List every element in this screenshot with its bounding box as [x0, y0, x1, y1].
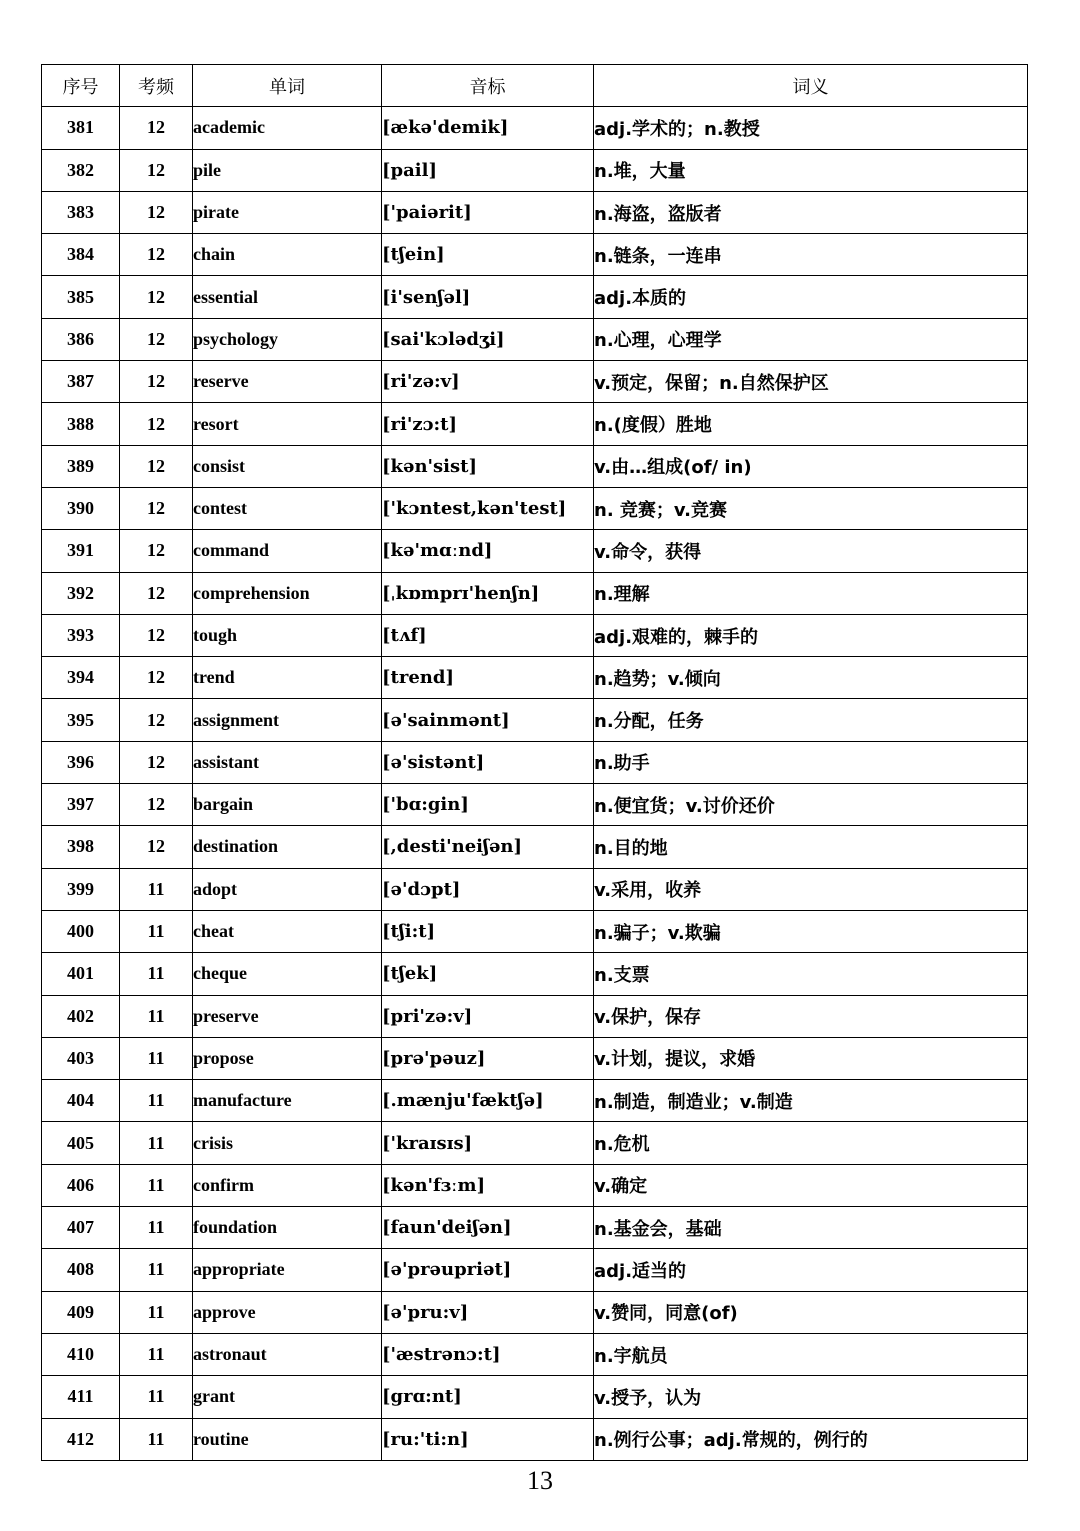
cell-definition: v.采用，收养 [594, 868, 1028, 910]
table-row [42, 953, 1028, 995]
header-row [42, 65, 1028, 107]
cell-index: 392 [42, 572, 120, 614]
cell-index: 398 [42, 826, 120, 868]
table-header [42, 65, 1028, 107]
cell-index: 391 [42, 530, 120, 572]
cell-frequency: 11 [120, 1376, 193, 1418]
cell-index: 409 [42, 1291, 120, 1333]
cell-word: appropriate [193, 1249, 382, 1291]
cell-frequency: 11 [120, 1122, 193, 1164]
cell-index: 397 [42, 784, 120, 826]
cell-index: 403 [42, 1037, 120, 1079]
cell-phonetic: [i'senʃəl] [382, 276, 594, 318]
cell-phonetic: [ə'prəupriət] [382, 1249, 594, 1291]
cell-phonetic: [,desti'neiʃən] [382, 826, 594, 868]
cell-phonetic: [ækə'demik] [382, 107, 594, 149]
cell-word: astronaut [193, 1333, 382, 1375]
cell-index: 389 [42, 445, 120, 487]
cell-index: 406 [42, 1164, 120, 1206]
cell-phonetic: [ˌkɒmprɪ'henʃn] [382, 572, 594, 614]
cell-word: command [193, 530, 382, 572]
cell-frequency: 12 [120, 614, 193, 656]
cell-definition: adj.学术的；n.教授 [594, 107, 1028, 149]
cell-index: 405 [42, 1122, 120, 1164]
cell-phonetic: [pri'zə:v] [382, 995, 594, 1037]
cell-phonetic: [tʃi:t] [382, 910, 594, 952]
cell-definition: n.海盗，盗版者 [594, 191, 1028, 233]
cell-frequency: 11 [120, 1418, 193, 1460]
cell-index: 410 [42, 1333, 120, 1375]
table-row [42, 572, 1028, 614]
cell-word: academic [193, 107, 382, 149]
cell-index: 383 [42, 191, 120, 233]
cell-frequency: 11 [120, 1080, 193, 1122]
cell-phonetic: [ri'zɔ:t] [382, 403, 594, 445]
cell-definition: v.由…组成(of/ in) [594, 445, 1028, 487]
table-row [42, 614, 1028, 656]
cell-word: contest [193, 487, 382, 529]
cell-definition: n.宇航员 [594, 1333, 1028, 1375]
header-index: 序号 [42, 65, 120, 107]
cell-word: approve [193, 1291, 382, 1333]
table-row [42, 1291, 1028, 1333]
cell-definition: n.支票 [594, 953, 1028, 995]
cell-word: manufacture [193, 1080, 382, 1122]
cell-index: 404 [42, 1080, 120, 1122]
table-row [42, 445, 1028, 487]
cell-word: assistant [193, 741, 382, 783]
cell-definition: n.骗子；v.欺骗 [594, 910, 1028, 952]
cell-phonetic: [sai'kɔlədʒi] [382, 318, 594, 360]
cell-definition: v.授予，认为 [594, 1376, 1028, 1418]
cell-frequency: 11 [120, 910, 193, 952]
cell-word: consist [193, 445, 382, 487]
cell-frequency: 11 [120, 995, 193, 1037]
cell-index: 387 [42, 361, 120, 403]
cell-frequency: 12 [120, 234, 193, 276]
cell-phonetic: [ri'zə:v] [382, 361, 594, 403]
table-row [42, 107, 1028, 149]
cell-index: 401 [42, 953, 120, 995]
table-row [42, 741, 1028, 783]
cell-definition: n.例行公事；adj.常规的，例行的 [594, 1418, 1028, 1460]
page-number: 13 [527, 1466, 553, 1495]
table-row [42, 784, 1028, 826]
vocabulary-table [41, 64, 1028, 1461]
cell-phonetic: [prə'pəuz] [382, 1037, 594, 1079]
cell-word: propose [193, 1037, 382, 1079]
cell-index: 400 [42, 910, 120, 952]
cell-word: destination [193, 826, 382, 868]
cell-word: comprehension [193, 572, 382, 614]
cell-frequency: 11 [120, 1164, 193, 1206]
cell-definition: n.基金会，基础 [594, 1207, 1028, 1249]
table-row [42, 191, 1028, 233]
header-frequency: 考频 [120, 65, 193, 107]
cell-phonetic: [pail] [382, 149, 594, 191]
cell-word: assignment [193, 699, 382, 741]
cell-index: 408 [42, 1249, 120, 1291]
table-row [42, 657, 1028, 699]
cell-frequency: 12 [120, 361, 193, 403]
cell-frequency: 11 [120, 1037, 193, 1079]
cell-frequency: 11 [120, 1249, 193, 1291]
cell-definition: n.助手 [594, 741, 1028, 783]
cell-index: 395 [42, 699, 120, 741]
cell-frequency: 12 [120, 657, 193, 699]
table-row [42, 1207, 1028, 1249]
cell-word: resort [193, 403, 382, 445]
table-row [42, 318, 1028, 360]
table-row [42, 699, 1028, 741]
cell-definition: n.危机 [594, 1122, 1028, 1164]
cell-definition: v.确定 [594, 1164, 1028, 1206]
cell-phonetic: [faun'deiʃən] [382, 1207, 594, 1249]
cell-frequency: 12 [120, 403, 193, 445]
cell-phonetic: [ə'sainmənt] [382, 699, 594, 741]
cell-frequency: 12 [120, 784, 193, 826]
cell-word: adopt [193, 868, 382, 910]
cell-definition: n.目的地 [594, 826, 1028, 868]
cell-phonetic: ['kraɪsɪs] [382, 1122, 594, 1164]
cell-index: 386 [42, 318, 120, 360]
cell-definition: n.心理，心理学 [594, 318, 1028, 360]
cell-word: foundation [193, 1207, 382, 1249]
cell-phonetic: ['bɑ:gin] [382, 784, 594, 826]
cell-phonetic: [.mænju'fæktʃə] [382, 1080, 594, 1122]
table-row [42, 1249, 1028, 1291]
table-row [42, 1037, 1028, 1079]
cell-index: 411 [42, 1376, 120, 1418]
table-row [42, 1122, 1028, 1164]
table-row [42, 234, 1028, 276]
header-definition: 词义 [594, 65, 1028, 107]
cell-phonetic: ['kɔntest,kən'test] [382, 487, 594, 529]
table-row [42, 530, 1028, 572]
cell-index: 407 [42, 1207, 120, 1249]
cell-definition: v.计划，提议，求婚 [594, 1037, 1028, 1079]
cell-word: essential [193, 276, 382, 318]
cell-definition: n.分配，任务 [594, 699, 1028, 741]
cell-phonetic: [grɑ:nt] [382, 1376, 594, 1418]
cell-phonetic: [kən'fɜːm] [382, 1164, 594, 1206]
header-phonetic: 音标 [382, 65, 594, 107]
table-row [42, 995, 1028, 1037]
cell-index: 381 [42, 107, 120, 149]
cell-frequency: 12 [120, 318, 193, 360]
header-word: 单词 [193, 65, 382, 107]
cell-word: trend [193, 657, 382, 699]
cell-phonetic: [tʌf] [382, 614, 594, 656]
cell-phonetic: [ə'dɔpt] [382, 868, 594, 910]
cell-definition: n.便宜货；v.讨价还价 [594, 784, 1028, 826]
table-row [42, 868, 1028, 910]
cell-frequency: 12 [120, 741, 193, 783]
cell-frequency: 12 [120, 149, 193, 191]
cell-definition: n. 竞赛；v.竞赛 [594, 487, 1028, 529]
cell-index: 388 [42, 403, 120, 445]
cell-definition: n.制造，制造业；v.制造 [594, 1080, 1028, 1122]
cell-definition: v.赞同，同意(of) [594, 1291, 1028, 1333]
cell-frequency: 11 [120, 1333, 193, 1375]
cell-frequency: 12 [120, 699, 193, 741]
table-row [42, 1376, 1028, 1418]
cell-index: 396 [42, 741, 120, 783]
cell-word: confirm [193, 1164, 382, 1206]
cell-word: crisis [193, 1122, 382, 1164]
table-row [42, 1333, 1028, 1375]
cell-definition: v.保护，保存 [594, 995, 1028, 1037]
cell-phonetic: [ə'pru:v] [382, 1291, 594, 1333]
cell-phonetic: [tʃek] [382, 953, 594, 995]
cell-definition: v.命令，获得 [594, 530, 1028, 572]
cell-frequency: 12 [120, 530, 193, 572]
cell-definition: adj.适当的 [594, 1249, 1028, 1291]
cell-definition: n.(度假）胜地 [594, 403, 1028, 445]
cell-frequency: 12 [120, 572, 193, 614]
table-row [42, 1418, 1028, 1460]
cell-index: 382 [42, 149, 120, 191]
cell-frequency: 12 [120, 276, 193, 318]
table-body [42, 107, 1028, 1461]
cell-word: tough [193, 614, 382, 656]
cell-index: 412 [42, 1418, 120, 1460]
cell-phonetic: ['æstrənɔ:t] [382, 1333, 594, 1375]
table-row [42, 361, 1028, 403]
table-row [42, 826, 1028, 868]
cell-index: 402 [42, 995, 120, 1037]
cell-index: 394 [42, 657, 120, 699]
cell-phonetic: [kə'mɑːnd] [382, 530, 594, 572]
cell-word: bargain [193, 784, 382, 826]
cell-word: pirate [193, 191, 382, 233]
cell-frequency: 12 [120, 191, 193, 233]
cell-word: cheque [193, 953, 382, 995]
cell-frequency: 11 [120, 1207, 193, 1249]
cell-word: routine [193, 1418, 382, 1460]
cell-definition: v.预定，保留；n.自然保护区 [594, 361, 1028, 403]
table-row [42, 403, 1028, 445]
cell-frequency: 11 [120, 953, 193, 995]
table-row [42, 149, 1028, 191]
cell-definition: n.链条，一连串 [594, 234, 1028, 276]
cell-frequency: 12 [120, 826, 193, 868]
cell-index: 393 [42, 614, 120, 656]
cell-definition: adj.本质的 [594, 276, 1028, 318]
cell-index: 390 [42, 487, 120, 529]
cell-word: preserve [193, 995, 382, 1037]
cell-word: grant [193, 1376, 382, 1418]
cell-definition: adj.艰难的，棘手的 [594, 614, 1028, 656]
cell-definition: n.理解 [594, 572, 1028, 614]
cell-index: 399 [42, 868, 120, 910]
cell-word: chain [193, 234, 382, 276]
table-row [42, 487, 1028, 529]
cell-word: reserve [193, 361, 382, 403]
cell-index: 385 [42, 276, 120, 318]
cell-phonetic: [kən'sist] [382, 445, 594, 487]
cell-phonetic: [tʃein] [382, 234, 594, 276]
cell-frequency: 12 [120, 487, 193, 529]
cell-definition: n.堆，大量 [594, 149, 1028, 191]
cell-frequency: 11 [120, 868, 193, 910]
cell-index: 384 [42, 234, 120, 276]
cell-phonetic: [trend] [382, 657, 594, 699]
cell-word: cheat [193, 910, 382, 952]
table-row [42, 276, 1028, 318]
cell-frequency: 12 [120, 445, 193, 487]
table-row [42, 1080, 1028, 1122]
cell-frequency: 12 [120, 107, 193, 149]
cell-phonetic: [ru:'ti:n] [382, 1418, 594, 1460]
table-row [42, 1164, 1028, 1206]
cell-word: psychology [193, 318, 382, 360]
cell-word: pile [193, 149, 382, 191]
cell-phonetic: [ə'sistənt] [382, 741, 594, 783]
table-row [42, 910, 1028, 952]
cell-phonetic: ['paiərit] [382, 191, 594, 233]
cell-definition: n.趋势；v.倾向 [594, 657, 1028, 699]
cell-frequency: 11 [120, 1291, 193, 1333]
